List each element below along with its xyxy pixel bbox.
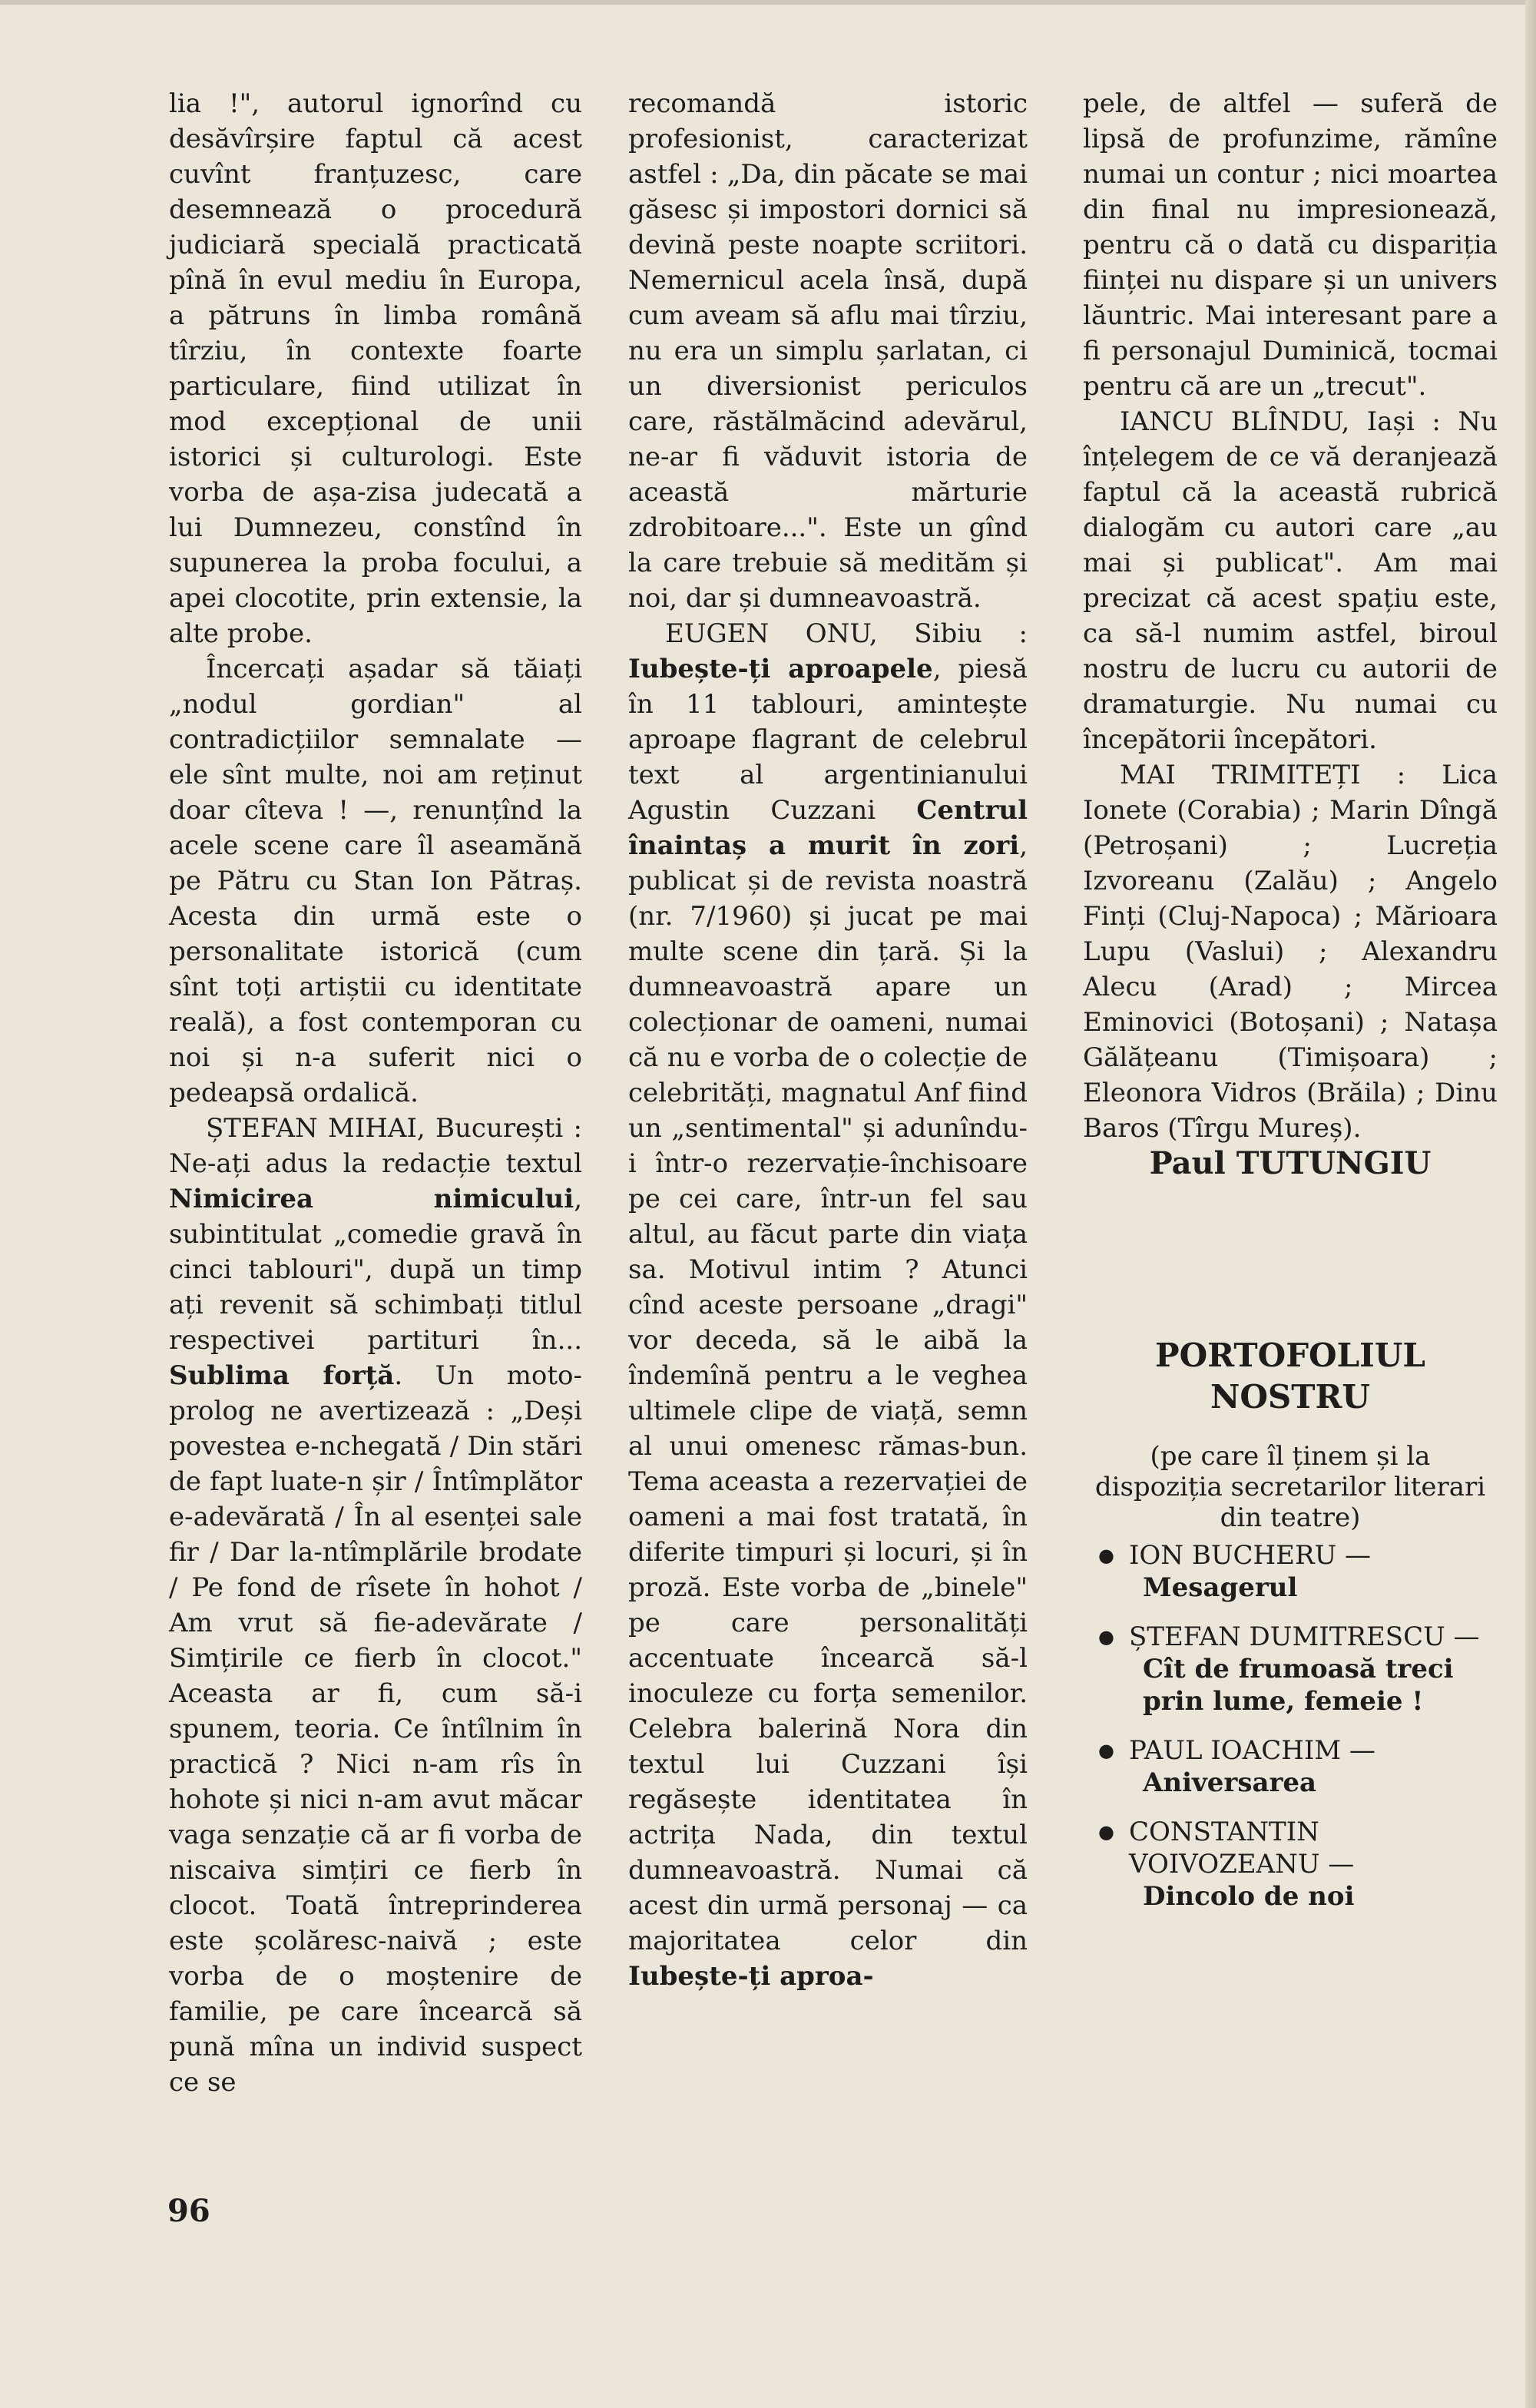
paragraph-eugen-onu: EUGEN ONU, Sibiu : Iubește-ți aproapele, piesă în 11 tablouri, amintește aproape flagrant de celebrul text al argentinianului Agustin Cuzzani Centrul înaintaș a murit în zori, publicat și de revista noastră (nr. 7/1960) și jucat pe mai multe scene din țară. Și la dumneavoastră apare un colecționar de oameni, numai că nu e vorba de o colecție de celebrități, magnatul Anf fiind un „sentimental" și adunîndu-i într-o rezervație-închisoare pe cei care, într-un fel sau altul, au făcut parte din viața sa. Motivul intim ? Atunci cînd aceste persoane „dragi" vor deceda, să le aibă la îndemînă pentru a le veghea ultimele clipe de viață, semn al unui omenesc rămas-bun. Tema aceasta a rezervației de oameni a mai fost tratată, în diferite timpuri și locuri, și în proză. Este vorba de „binele" pe care personalități accentuate încearcă să-l inoculeze cu forța semenilor. Celebra balerină Nora din textul lui Cuzzani își regăsește identitatea în actrița Nada, din textul dumneavoastră. Numai că acest din urmă personaj — ca majoritatea celor din Iubește-ți aproa- xyxy=(628,618,1028,1992)
portfolio-box xyxy=(1083,1335,1498,1913)
author-signature: Paul TUTUNGIU xyxy=(1149,1145,1432,1181)
play-title: Centrul înaintaș a murit în zori xyxy=(628,795,1028,861)
page-edge xyxy=(1525,0,1536,2408)
column-right xyxy=(1083,86,1498,1929)
portfolio-heading: PORTOFOLIUL NOSTRU xyxy=(1155,1336,1425,1416)
list-item: ● CONSTANTIN VOIVOZEANU — Dincolo de noi xyxy=(1129,1816,1498,1913)
page-number: 96 xyxy=(167,2193,210,2229)
list-item: ● ION BUCHERU — Mesagerul xyxy=(1129,1539,1498,1604)
list-item: ● ȘTEFAN DUMITRESCU — Cît de frumoasă treci prin lume, femeie ! xyxy=(1129,1621,1498,1717)
column-middle xyxy=(628,86,1028,1994)
paragraph-continued: lia !", autorul ignorînd cu desăvîrșire faptul că acest cuvînt franțuzesc, care desemnează o procedură judiciară specială practicată pînă în evul mediu în Europa, a pătruns în limba română tîrziu, în contexte foarte particulare, fiind utilizat în mod excepțional de unii istorici și culturologi. Este vorba de așa-zisa judecată a lui Dumnezeu, constînd în supunerea la proba focului, a apei clocotite, prin extensie, la alte probe. xyxy=(169,88,582,649)
play-title: Nimicirea nimicului xyxy=(169,1184,574,1214)
paragraph-mai-trimiteti: MAI TRIMITEȚI : Lica Ionete (Corabia) ; Marin Dîngă (Petroșani) ; Lucreția Izvoreanu (Zalău) ; Angelo Finți (Cluj-Napoca) ; Mărioara Lupu (Vaslui) ; Alexandru Alecu (Arad) ; Mircea Eminovici (Botoșani) ; Natașa Gălățeanu (Timișoara) ; Eleonora Vidros (Brăila) ; Dinu Baros (Tîrgu Mureș). xyxy=(1083,760,1498,1144)
paragraph-iancu-blindu: IANCU BLÎNDU, Iași : Nu înțelegem de ce vă deranjează faptul că la această rubrică dialogăm cu autori care „au mai și publicat". Am mai precizat că acest spațiu este, ca să-l numim astfel, biroul nostru de lucru cu autorii de dramaturgie. Nu numai cu începătorii începători. xyxy=(1083,406,1498,755)
play-title: Sublima forță xyxy=(169,1360,395,1391)
paragraph-continued: pele, de altfel — suferă de lipsă de profunzime, rămîne numai un contur ; nici moartea din final nu impresionează, pentru că o dată cu dispariția ființei nu dispare și un univers lăuntric. Mai interesant pare a fi personajul Duminică, tocmai pentru că are un „trecut". xyxy=(1083,88,1498,402)
play-title: Iubește-ți aproa- xyxy=(628,1961,874,1992)
portfolio-intro: (pe care îl ținem și la dispoziția secretarilor literari din teatre) xyxy=(1094,1441,1486,1533)
paragraph-advice: Încercați așadar să tăiați „nodul gordian" al contradicțiilor semnalate — ele sînt multe, noi am reținut doar cîteva ! —, renunțînd la acele scene care îl aseamănă pe Pătru cu Stan Ion Pătraș. Acesta din urmă este o personalitate istorică (cum sînt toți artiștii cu identitate reală), a fost contemporan cu noi și n-a suferit nici o pedeapsă ordalică. xyxy=(169,654,582,1108)
top-rule xyxy=(0,0,1536,5)
paragraph-stefan-mihai: ȘTEFAN MIHAI, București : Ne-ați adus la redacție textul Nimicirea nimicului, subintitulat „comedie gravă în cinci tablouri", după un timp ați revenit să schimbați titlul respectivei partituri în... Sublima forță. Un moto-prolog ne avertizează : „Deși povestea e-nchegată / Din stări de fapt luate-n șir / Întîmplător e-adevărată / În al esenței sale fir / Dar la-ntîmplările brodate / Pe fond de rîsete în hohot / Am vrut să fie-adevărate / Simțirile ce fierb în clocot." Aceasta ar fi, cum să-i spunem, teoria. Ce întîlnim în practică ? Nici n-am rîs în hohote și nici n-am avut măcar vaga senzație că ar fi vorba de niscaiva simțiri ce fierb în clocot. Toată întreprinderea este școlăresc-naivă ; este vorba de o moștenire de familie, pe care încearcă să pună mîna un individ suspect ce se xyxy=(169,1113,582,2098)
list-item: ● PAUL IOACHIM — Aniversarea xyxy=(1129,1734,1498,1799)
portfolio-list xyxy=(1083,1539,1498,1913)
paragraph-continued: recomandă istoric profesionist, caracterizat astfel : „Da, din păcate se mai găsesc și impostori dornici să devină peste noapte scriitori. Nemernicul acela însă, după cum aveam să aflu mai tîrziu, nu era un simplu șarlatan, ci un diversionist periculos care, răstălmăcind adevărul, ne-ar fi văduvit istoria de această mărturie zdrobitoare...". Este un gînd la care trebuie să medităm și noi, dar și dumneavoastră. xyxy=(628,88,1028,614)
play-title: Iubește-ți aproapele xyxy=(628,654,933,684)
column-left xyxy=(169,86,582,2100)
